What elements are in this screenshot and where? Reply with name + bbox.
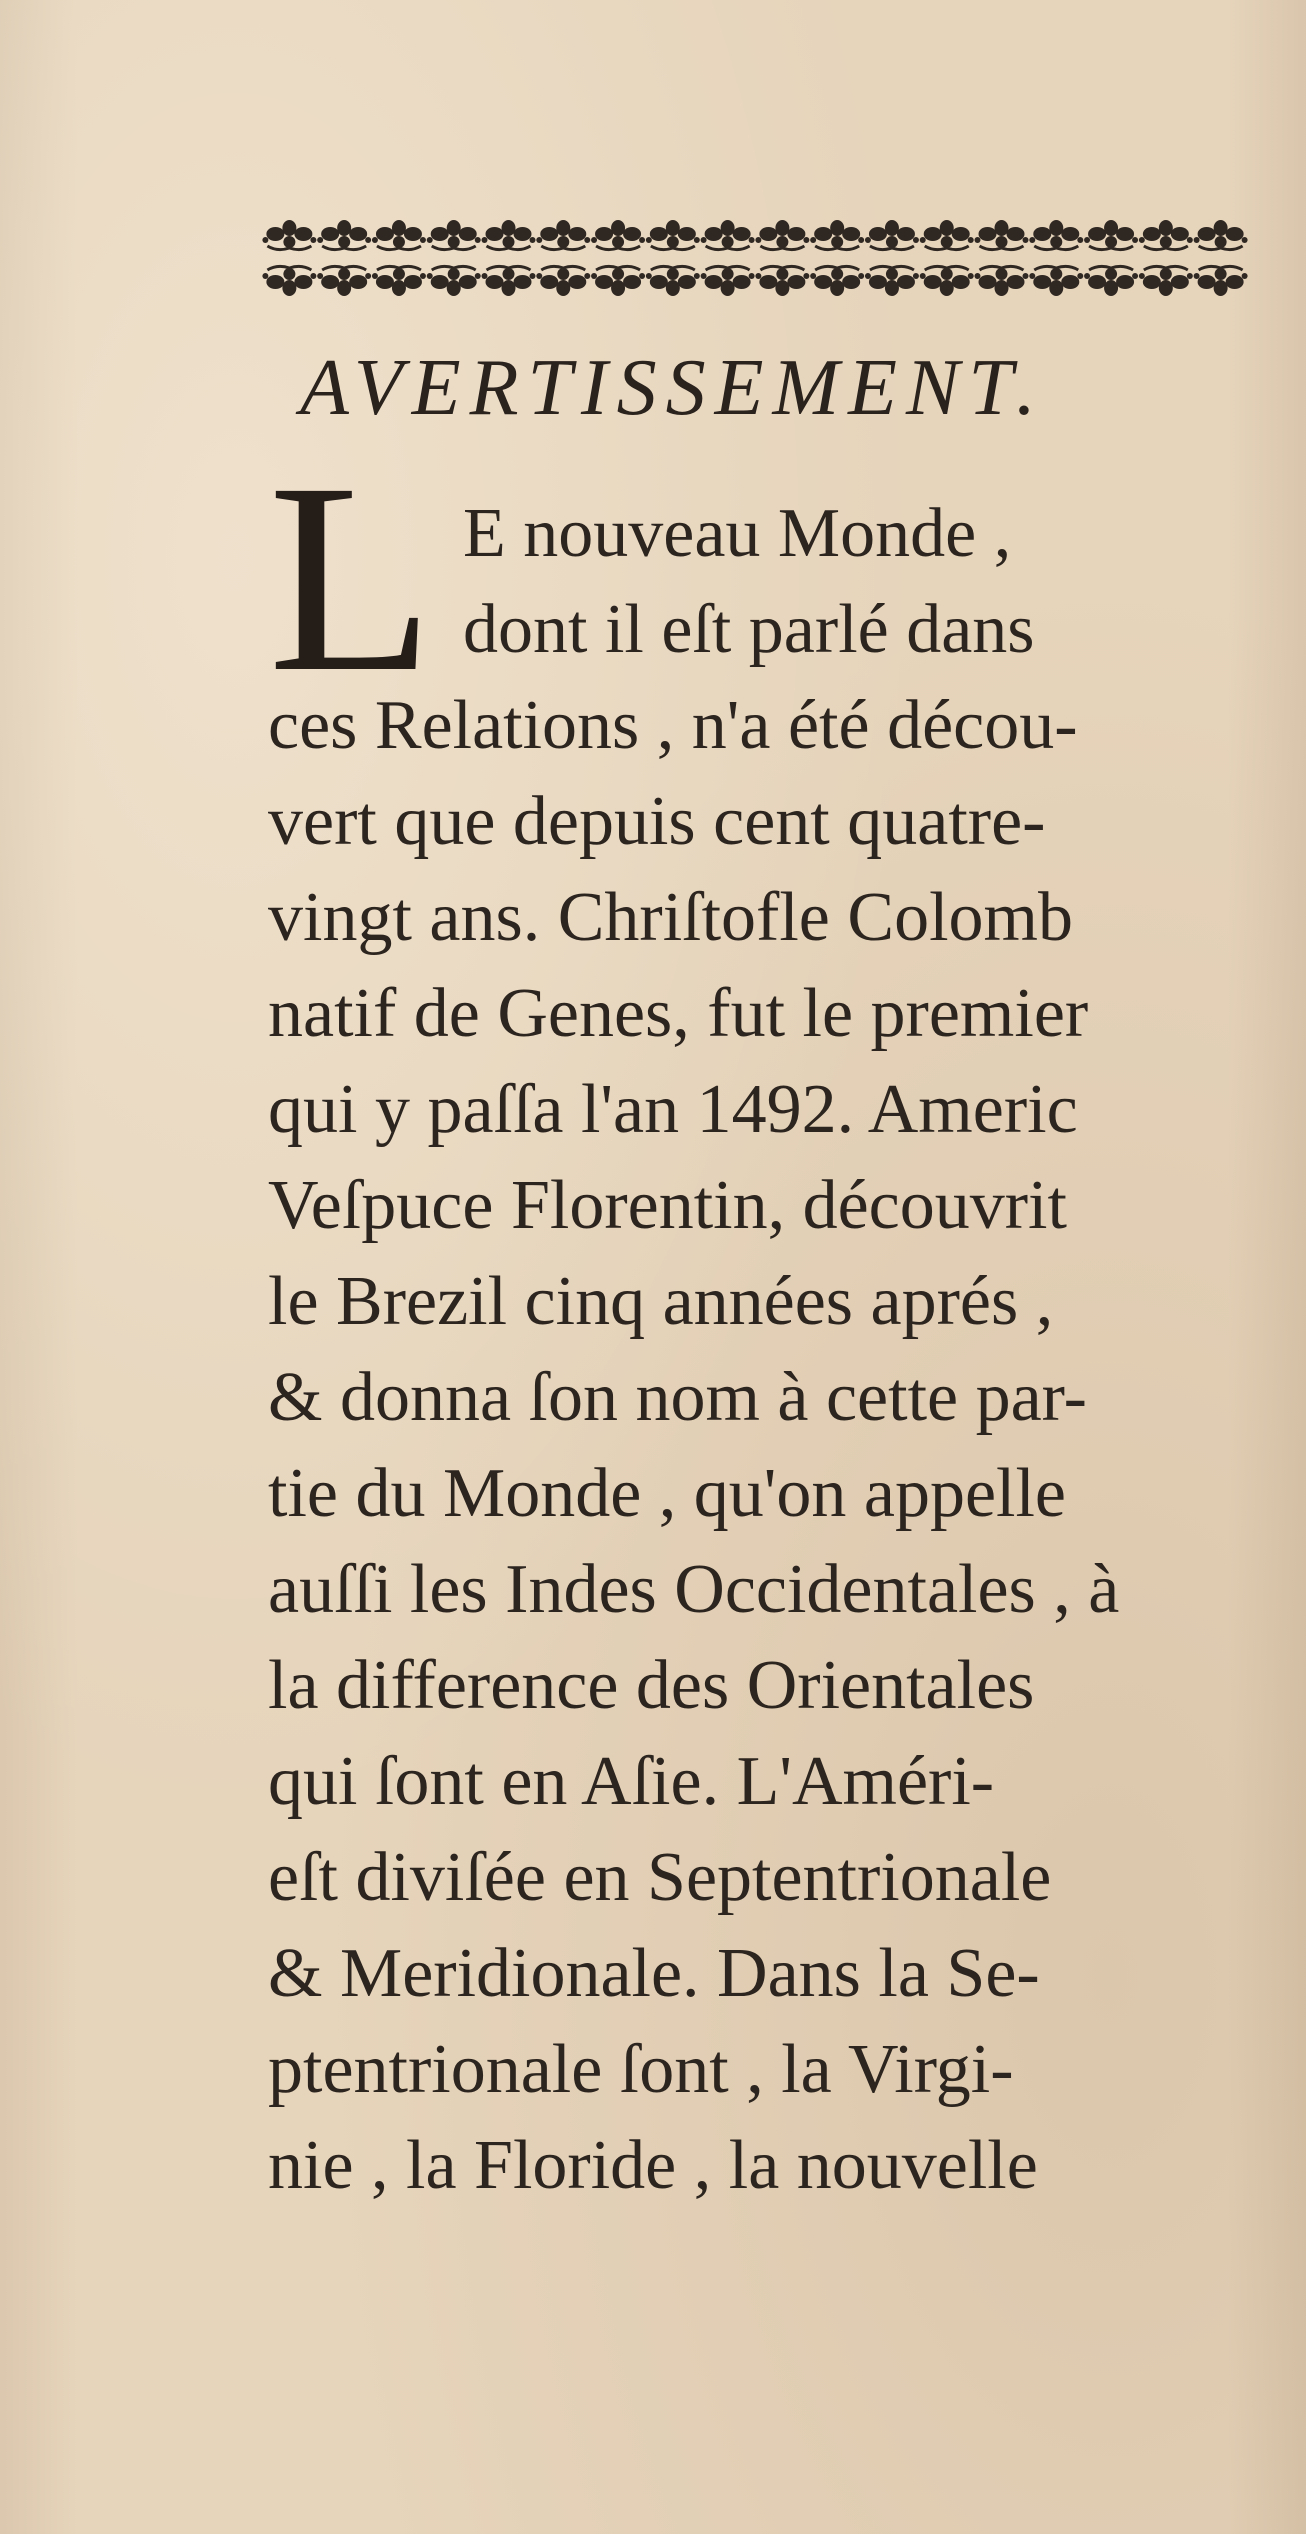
fleuron-icon <box>591 266 645 296</box>
page-title: AVERTISSEMENT. <box>300 344 1045 432</box>
text-line: qui ſont en Aſie. L'Améri- <box>268 1743 995 1820</box>
text-line: vert que depuis cent quatre- <box>268 783 1046 860</box>
fleuron-icon <box>920 266 974 296</box>
fleuron-icon <box>810 266 864 296</box>
fleuron-icon <box>262 212 1248 304</box>
fleuron-icon <box>975 220 1029 250</box>
fleuron-icon <box>1194 220 1248 250</box>
text-line: E nouveau Monde , <box>463 495 1012 572</box>
fleuron-icon <box>646 266 700 296</box>
fleuron-icon <box>591 220 645 250</box>
text-line: vingt ans. Chriſtofle Colomb <box>268 879 1073 956</box>
fleuron-icon <box>646 220 700 250</box>
text-line: auſſi les Indes Occidentales , à <box>268 1551 1120 1628</box>
fleuron-ornament-band <box>262 212 1248 304</box>
fleuron-icon <box>262 266 316 296</box>
fleuron-icon <box>755 266 809 296</box>
fleuron-icon <box>701 220 755 250</box>
text-line: dont il eſt parlé dans <box>463 591 1035 668</box>
fleuron-icon <box>427 220 481 250</box>
fleuron-icon <box>865 220 919 250</box>
fleuron-icon <box>701 266 755 296</box>
fleuron-icon <box>1084 266 1138 296</box>
fleuron-icon <box>262 220 316 250</box>
fleuron-icon <box>1084 220 1138 250</box>
text-line: natif de Genes, fut le premier <box>268 975 1089 1052</box>
fleuron-icon <box>536 266 590 296</box>
text-line: ces Relations , n'a été décou- <box>268 687 1078 764</box>
fleuron-icon <box>1029 266 1083 296</box>
fleuron-icon <box>755 220 809 250</box>
fleuron-icon <box>975 266 1029 296</box>
text-line: & donna ſon nom à cette par- <box>268 1359 1087 1436</box>
text-line: & Meridionale. Dans la Se- <box>268 1935 1040 2012</box>
text-line: eſt diviſée en Septentrionale <box>268 1839 1052 1916</box>
fleuron-icon <box>1139 220 1193 250</box>
fleuron-icon <box>372 266 426 296</box>
fleuron-icon <box>317 220 371 250</box>
fleuron-icon <box>1194 266 1248 296</box>
fleuron-icon <box>1029 220 1083 250</box>
fleuron-icon <box>482 266 536 296</box>
fleuron-icon <box>1139 266 1193 296</box>
fleuron-icon <box>920 220 974 250</box>
fleuron-icon <box>536 220 590 250</box>
text-line: qui y paſſa l'an 1492. Americ <box>268 1071 1078 1148</box>
text-line: Veſpuce Florentin, découvrit <box>268 1167 1067 1244</box>
fleuron-icon <box>865 266 919 296</box>
fleuron-icon <box>482 220 536 250</box>
fleuron-icon <box>317 266 371 296</box>
text-line: tie du Monde , qu'on appelle <box>268 1455 1066 1532</box>
text-line: la difference des Orientales <box>268 1647 1035 1724</box>
fleuron-icon <box>372 220 426 250</box>
fleuron-icon <box>810 220 864 250</box>
drop-cap: L <box>268 427 435 728</box>
text-line: le Brezil cinq années aprés , <box>268 1263 1054 1340</box>
fleuron-icon <box>427 266 481 296</box>
text-line: nie , la Floride , la nouvelle <box>268 2127 1038 2204</box>
text-line: ptentrionale ſont , la Virgi- <box>268 2031 1014 2108</box>
